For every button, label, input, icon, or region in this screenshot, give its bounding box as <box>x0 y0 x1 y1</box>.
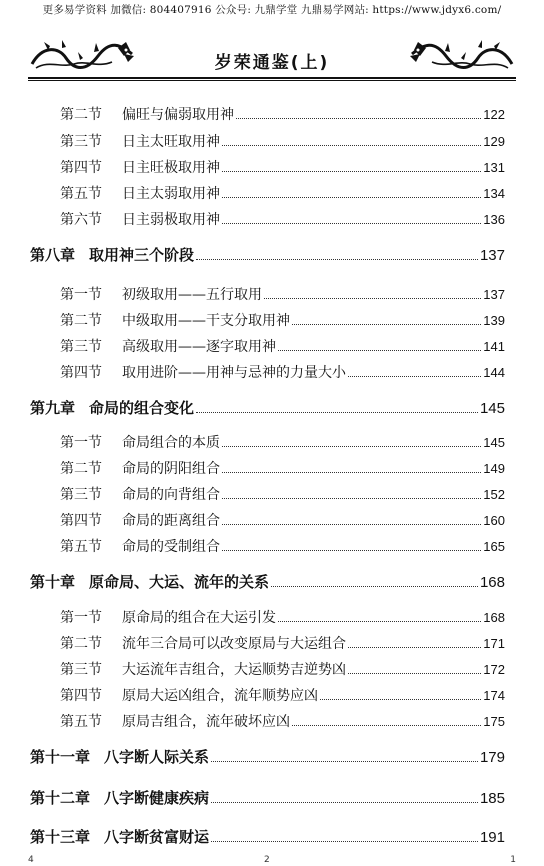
toc-leader-dots <box>292 324 481 325</box>
toc-chapter-row <box>30 787 505 808</box>
toc-leader-dots <box>222 446 481 447</box>
toc-section-row <box>60 310 505 330</box>
toc-number: 第一节 <box>60 287 102 303</box>
toc-page-number: 191 <box>479 829 505 846</box>
toc-number: 第二节 <box>60 313 102 329</box>
toc-leader-dots <box>320 699 481 700</box>
toc-section-row <box>60 510 505 530</box>
toc-title: 八字断贫富财运 <box>104 828 210 846</box>
toc-section-row <box>60 131 505 151</box>
toc-leader-dots <box>222 524 481 525</box>
toc-number: 第八章 <box>30 246 76 264</box>
toc-number: 第十二章 <box>30 789 91 807</box>
toc-title: 大运流年吉组合，大运顺势吉逆势凶 <box>122 662 346 678</box>
toc-leader-dots <box>271 586 478 587</box>
toc-page-number: 122 <box>483 107 505 122</box>
footer-left-mark: 4 <box>28 855 34 865</box>
toc-number: 第二节 <box>60 461 102 477</box>
toc-leader-dots <box>211 802 478 803</box>
toc-page-number: 129 <box>483 134 505 149</box>
toc-number: 第四节 <box>60 688 102 704</box>
toc-leader-dots <box>236 118 481 119</box>
toc-leader-dots <box>211 841 478 842</box>
toc-title: 八字断健康疾病 <box>104 789 210 807</box>
toc-leader-dots <box>348 673 481 674</box>
toc-page-number: 168 <box>479 574 505 591</box>
footer-right-mark: 1 <box>510 855 516 865</box>
toc-title: 命局的向背组合 <box>122 487 220 503</box>
toc-section-row <box>60 157 505 177</box>
toc-page-number: 185 <box>479 790 505 807</box>
toc-section-row <box>60 432 505 452</box>
toc-section-row <box>60 362 505 382</box>
toc-title: 流年三合局可以改变原局与大运组合 <box>122 636 346 652</box>
toc-title: 原局大运凶组合，流年顺势应凶 <box>122 688 318 704</box>
toc-title: 命局的组合变化 <box>89 399 195 417</box>
toc-title: 偏旺与偏弱取用神 <box>122 107 234 123</box>
toc-page-number: 145 <box>479 400 505 417</box>
toc-number: 第二节 <box>60 636 102 652</box>
toc-number: 第一节 <box>60 610 102 626</box>
toc-section-row <box>60 336 505 356</box>
toc-section-row <box>60 536 505 556</box>
toc-number: 第十一章 <box>30 748 91 766</box>
toc-leader-dots <box>222 550 481 551</box>
toc-number: 第六节 <box>60 212 102 228</box>
toc-number: 第四节 <box>60 160 102 176</box>
toc-section-row <box>60 209 505 229</box>
toc-title: 高级取用——逐字取用神 <box>122 339 276 355</box>
toc-section-row <box>60 183 505 203</box>
toc-page-number: 137 <box>483 287 505 302</box>
page-footer <box>28 855 516 866</box>
toc-title: 八字断人际关系 <box>104 748 210 766</box>
toc-leader-dots <box>211 761 478 762</box>
toc-title: 日主太旺取用神 <box>122 134 220 150</box>
toc-title: 命局的距离组合 <box>122 513 220 529</box>
toc-page-number: 131 <box>483 160 505 175</box>
toc-page-number: 171 <box>483 636 505 651</box>
toc-title: 初级取用——五行取用 <box>122 287 262 303</box>
toc-title: 命局组合的本质 <box>122 435 220 451</box>
toc-leader-dots <box>278 350 481 351</box>
toc-section-row <box>60 284 505 304</box>
toc-page-number: 134 <box>483 186 505 201</box>
toc-leader-dots <box>196 412 478 413</box>
toc-section-row <box>60 711 505 731</box>
toc-section-row <box>60 484 505 504</box>
toc-leader-dots <box>222 145 481 146</box>
toc-page-number: 172 <box>483 662 505 677</box>
toc-number: 第十章 <box>30 573 76 591</box>
toc-page-number: 144 <box>483 365 505 380</box>
toc-leader-dots <box>222 498 481 499</box>
toc-chapter-row <box>30 571 505 592</box>
toc-page-number: 149 <box>483 461 505 476</box>
toc-page-number: 165 <box>483 539 505 554</box>
toc-title: 原命局、大运、流年的关系 <box>89 573 270 591</box>
toc-page-number: 145 <box>483 435 505 450</box>
toc-leader-dots <box>278 621 481 622</box>
toc-number: 第一节 <box>60 435 102 451</box>
toc-title: 中级取用——干支分取用神 <box>122 313 290 329</box>
toc-section-row <box>60 633 505 653</box>
toc-page-number: 179 <box>479 749 505 766</box>
book-title: 岁荣通鉴(上) <box>214 53 330 73</box>
toc-number: 第四节 <box>60 513 102 529</box>
toc-number: 第二节 <box>60 107 102 123</box>
toc-number: 第三节 <box>60 662 102 678</box>
toc-chapter-row <box>30 244 505 265</box>
toc-page-number: 174 <box>483 688 505 703</box>
toc-section-row <box>60 659 505 679</box>
toc-number: 第三节 <box>60 134 102 150</box>
toc-number: 第五节 <box>60 539 102 555</box>
toc-title: 日主太弱取用神 <box>122 186 220 202</box>
watermark-line: 更多易学资料 加微信: 804407916 公众号: 九鼎学堂 九鼎易学网站: https://www.jdyx6.com/ <box>42 4 502 16</box>
page-number: 2 <box>264 855 270 865</box>
toc-page-number: 139 <box>483 313 505 328</box>
toc-chapter-row <box>30 746 505 767</box>
toc-number: 第五节 <box>60 186 102 202</box>
toc-chapter-row <box>30 826 505 847</box>
toc-leader-dots <box>348 647 481 648</box>
toc-leader-dots <box>264 298 481 299</box>
toc-leader-dots <box>222 472 481 473</box>
toc-leader-dots <box>292 725 481 726</box>
toc-page-number: 136 <box>483 212 505 227</box>
toc-page-number: 137 <box>479 247 505 264</box>
toc-chapter-row <box>30 397 505 418</box>
toc-page-number: 160 <box>483 513 505 528</box>
toc-title: 命局的阴阳组合 <box>122 461 220 477</box>
toc-leader-dots <box>222 197 481 198</box>
toc-title: 原局吉组合，流年破坏应凶 <box>122 714 290 730</box>
toc-number: 第五节 <box>60 714 102 730</box>
toc-title: 日主弱极取用神 <box>122 212 220 228</box>
toc-leader-dots <box>348 376 481 377</box>
toc-leader-dots <box>222 171 481 172</box>
toc-section-row <box>60 607 505 627</box>
toc-page-number: 175 <box>483 714 505 729</box>
toc-page-number: 168 <box>483 610 505 625</box>
toc-leader-dots <box>222 223 481 224</box>
toc-number: 第四节 <box>60 365 102 381</box>
toc-title: 原命局的组合在大运引发 <box>122 610 276 626</box>
toc-section-row <box>60 104 505 124</box>
toc-title: 命局的受制组合 <box>122 539 220 555</box>
toc-number: 第三节 <box>60 339 102 355</box>
toc-leader-dots <box>196 259 478 260</box>
toc-number: 第十三章 <box>30 828 91 846</box>
toc-section-row <box>60 458 505 478</box>
toc-number: 第九章 <box>30 399 76 417</box>
toc-number: 第三节 <box>60 487 102 503</box>
toc-title: 取用进阶——用神与忌神的力量大小 <box>122 365 346 381</box>
toc-title: 日主旺极取用神 <box>122 160 220 176</box>
toc-page-number: 152 <box>483 487 505 502</box>
toc-title: 取用神三个阶段 <box>89 246 195 264</box>
toc-section-row <box>60 685 505 705</box>
toc-page-number: 141 <box>483 339 505 354</box>
